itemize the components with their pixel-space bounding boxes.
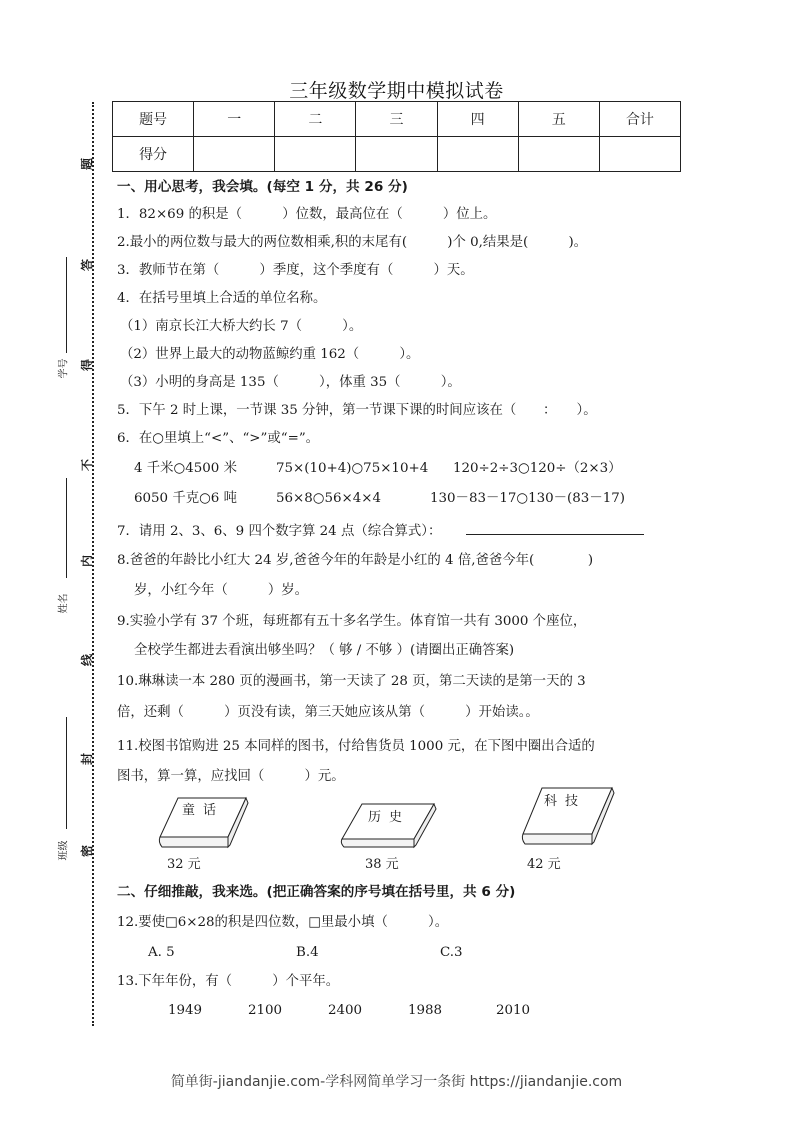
seal-char-bu: 不 [80,459,94,472]
header-cell-3: 三 [356,102,437,137]
header-cell-5: 五 [518,102,599,137]
question-3: 3．教师节在第（ ）季度，这个季度有（ ）天。 [117,263,474,278]
score-cell-total[interactable] [599,137,680,172]
question-9-line-2: 全校学生都进去看演出够坐吗？（ 够 / 不够 ）(请圈出正确答案) [134,643,515,658]
seal-char-mi: 密 [80,845,94,858]
question-8-line-1: 8.爸爸的年龄比小红大 24 岁,爸爸今年的年龄是小红的 4 倍,爸爸今年( ) [117,553,594,568]
score-row-label: 得分 [113,137,194,172]
option-c: C.3 [440,945,463,960]
question-7-answer-line[interactable] [466,520,644,535]
score-cell-3[interactable] [356,137,437,172]
header-cell-1: 一 [194,102,275,137]
question-11-line-2: 图书，算一算，应找回（ ）元。 [117,769,345,784]
seal-char-de: 得 [80,359,94,372]
question-4-1: （1）南京长江大桥大约长 7（ ）。 [120,319,363,334]
compare-item-6: 130－83－17○130－(83－17) [430,491,625,506]
question-4-2: （2）世界上最大的动物蓝鲸约重 162（ ）。 [120,347,420,362]
page-title: 三年级数学期中模拟试卷 [289,80,504,102]
question-1: 1．82×69 的积是（ ）位数，最高位在（ ）位上。 [117,207,497,222]
year-3: 2400 [328,1003,363,1018]
question-6: 6．在○里填上“<”、“>”或“=”。 [117,431,320,446]
student-id-label: 学号 [58,358,70,379]
question-4-3: （3）小明的身高是 135（ ），体重 35（ ）。 [120,375,461,390]
question-13: 13.下年年份，有（ ）个平年。 [117,974,340,989]
class-underline[interactable] [66,717,67,829]
question-10-line-2: 倍，还剩（ ）页没有读，第三天她应该从第（ ）开始读。。 [117,705,539,720]
score-table [112,101,681,172]
book-price: 42 元 [527,857,561,872]
name-label: 姓名 [58,593,70,614]
footer-watermark: 简单街-jiandanjie.com-学科网简单学习一条街 https://jiandanjie.com [170,1074,623,1090]
year-1: 1949 [168,1003,203,1018]
question-12: 12.要使□6×28的积是四位数，□里最小填（ ）。 [117,915,449,930]
student-id-underline[interactable] [66,257,67,353]
book-science[interactable] [522,786,612,841]
score-cell-5[interactable] [518,137,599,172]
book-fairy-tales[interactable] [158,795,248,850]
book-title: 科技 [544,794,587,809]
question-2: 2.最小的两位数与最大的两位数相乘,积的末尾有( )个 0,结果是( )。 [117,235,588,250]
question-5: 5．下午 2 时上课，一节课 35 分钟，第一节课下课的时间应该在（ ： ）。 [117,403,597,418]
book-price: 38 元 [365,857,399,872]
book-title: 童话 [182,803,225,818]
question-10-line-1: 10.琳琳读一本 280 页的漫画书，第一天读了 28 页，第二天读的是第一天的 3 [117,674,586,689]
compare-item-4: 6050 千克○6 吨 [134,491,237,506]
year-5: 2010 [496,1003,531,1018]
book-history[interactable] [342,801,432,856]
score-table-header-row [113,102,681,137]
book-price: 32 元 [167,857,201,872]
question-4: 4．在括号里填上合适的单位名称。 [117,291,327,306]
header-cell-4: 四 [437,102,518,137]
question-7-text: 7．请用 2、3、6、9 四个数字算 24 点（综合算式）： [117,524,442,539]
option-a: A. 5 [148,945,175,960]
seal-char-feng: 封 [80,753,94,766]
year-2: 2100 [248,1003,283,1018]
score-table-score-row [113,137,681,172]
seal-char-da: 答 [80,259,94,272]
seal-char-nei: 内 [80,555,94,568]
score-cell-1[interactable] [194,137,275,172]
option-b: B.4 [296,945,319,960]
question-7 [117,520,644,541]
question-9-line-1: 9.实验小学有 37 个班，每班都有五十多名学生。体育馆一共有 3000 个座位， [117,614,587,629]
header-cell-total: 合计 [599,102,680,137]
compare-item-3: 120÷2÷3○120÷（2×3） [453,461,622,476]
question-11-line-1: 11.校图书馆购进 25 本同样的图书，付给售货员 1000 元，在下图中圈出合适的 [117,739,595,754]
score-cell-2[interactable] [275,137,356,172]
seal-char-xian: 线 [80,654,94,667]
header-cell-label: 题号 [113,102,194,137]
section2-heading: 二、仔细推敲，我来选。(把正确答案的序号填在括号里，共 6 分) [117,884,516,900]
compare-item-2: 75×(10+4)○75×10+4 [276,461,429,476]
name-underline[interactable] [66,478,67,578]
compare-item-1: 4 千米○4500 米 [134,461,237,476]
year-4: 1988 [408,1003,443,1018]
section1-heading: 一、用心思考，我会填。(每空 1 分，共 26 分) [117,179,408,195]
question-8-line-2: 岁，小红今年（ ）岁。 [134,583,309,598]
score-cell-4[interactable] [437,137,518,172]
seal-char-ti: 题 [80,158,94,171]
class-label: 班级 [58,840,70,861]
compare-item-5: 56×8○56×4×4 [276,491,381,506]
header-cell-2: 二 [275,102,356,137]
book-title: 历史 [368,810,411,825]
